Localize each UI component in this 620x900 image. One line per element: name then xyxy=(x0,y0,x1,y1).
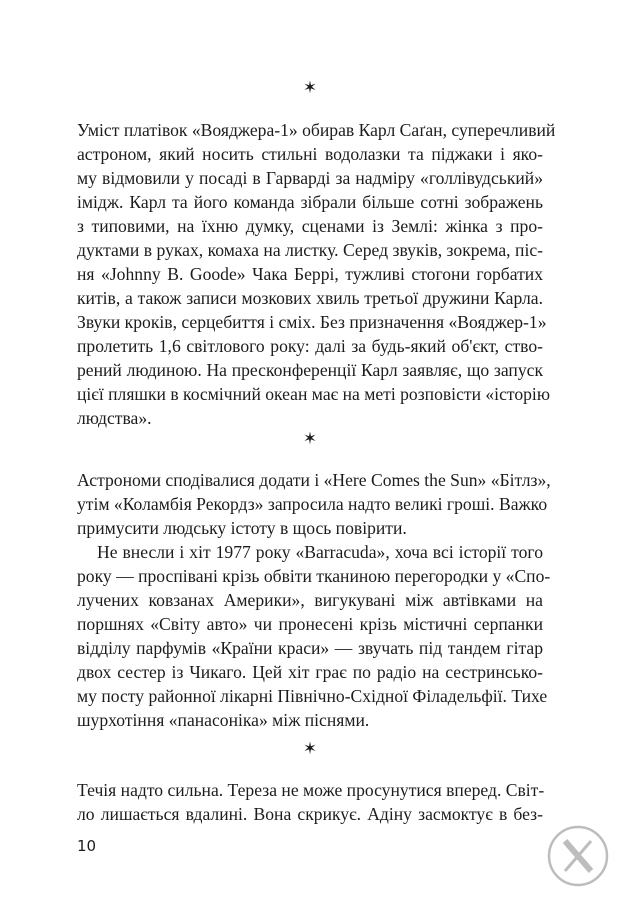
text-line: ня «Johnny B. Goode» Чака Беррі, тужливі стогони горбатих xyxy=(77,264,543,284)
text-line: двох сестер із Чикаго. Цей хіт грає по радіо на сестринсько- xyxy=(77,662,543,682)
text-line: поршнях «Світу авто» чи пронесені крізь містичні серпанки xyxy=(77,614,543,634)
text-line: лучених ковзанах Америки», вигукувані між автівками на xyxy=(77,590,543,610)
text-line: му посту районної лікарні Північно-Східної Філадельфії. Тихе xyxy=(77,686,548,706)
text-line: Уміст платівок «Вояджера-1» обирав Карл Саґан, суперечливий xyxy=(77,120,556,140)
text-line: шурхотіння «панасоніка» між піснями. xyxy=(77,710,370,730)
text-line: ло лишається вдалині. Вона скрикує. Адіну засмоктує в без- xyxy=(77,804,543,824)
x-logo-icon xyxy=(546,824,610,888)
text-line: примусити людську істоту в щось повірити. xyxy=(77,518,407,538)
text-line: утім «Коламбія Рекордз» запросила надто великі гроші. Важко xyxy=(77,494,548,514)
section-break-star-icon: ✶ xyxy=(302,429,318,449)
page-number: 10 xyxy=(77,837,97,855)
text-line: року — проспівані крізь обвіти тканиною перегородки у «Спо- xyxy=(77,566,551,586)
text-line: людства». xyxy=(77,408,152,428)
text-line: китів, а також записи мозкових хвиль третьої дружини Карла. xyxy=(77,288,543,308)
text-line: астроном, який носить стильні водолазки та піджаки і яко- xyxy=(77,144,543,164)
text-line: Астрономи сподівалися додати і «Here Comes the Sun» «Бітлз», xyxy=(77,470,551,490)
section-break-star-icon: ✶ xyxy=(302,739,318,759)
text-line: дуктами в руках, комаха на листку. Серед звуків, зокрема, піс- xyxy=(77,240,543,260)
text-line: му відмовили у посаді в Гарварді за надміру «голлівудський» xyxy=(77,168,543,188)
text-line: рений людиною. На пресконференції Карл заявляє, що запуск xyxy=(77,360,543,380)
text-line: з типовими, на їхню думку, сценами із Землі: жінка з про- xyxy=(77,216,543,236)
text-line: пролетить 1,6 світлового року: далі за будь-який об'єкт, ство- xyxy=(77,336,543,356)
text-line: відділу парфумів «Країни краси» — звучать під тандем гітар xyxy=(77,638,543,658)
text-line: Звуки кроків, серцебиття і сміх. Без призначення «Вояджер-1» xyxy=(77,312,547,332)
text-line: Течія надто сильна. Тереза не може просунутися вперед. Світ- xyxy=(77,780,545,800)
text-line: імідж. Карл та його команда зібрали більше сотні зображень xyxy=(77,192,543,212)
section-break-star-icon: ✶ xyxy=(302,78,318,98)
text-line: Не внесли і хіт 1977 року «Barracuda», хоча всі історії того xyxy=(97,542,543,562)
text-line: цієї пляшки в космічний океан має на меті розповісти «історію xyxy=(77,384,550,404)
